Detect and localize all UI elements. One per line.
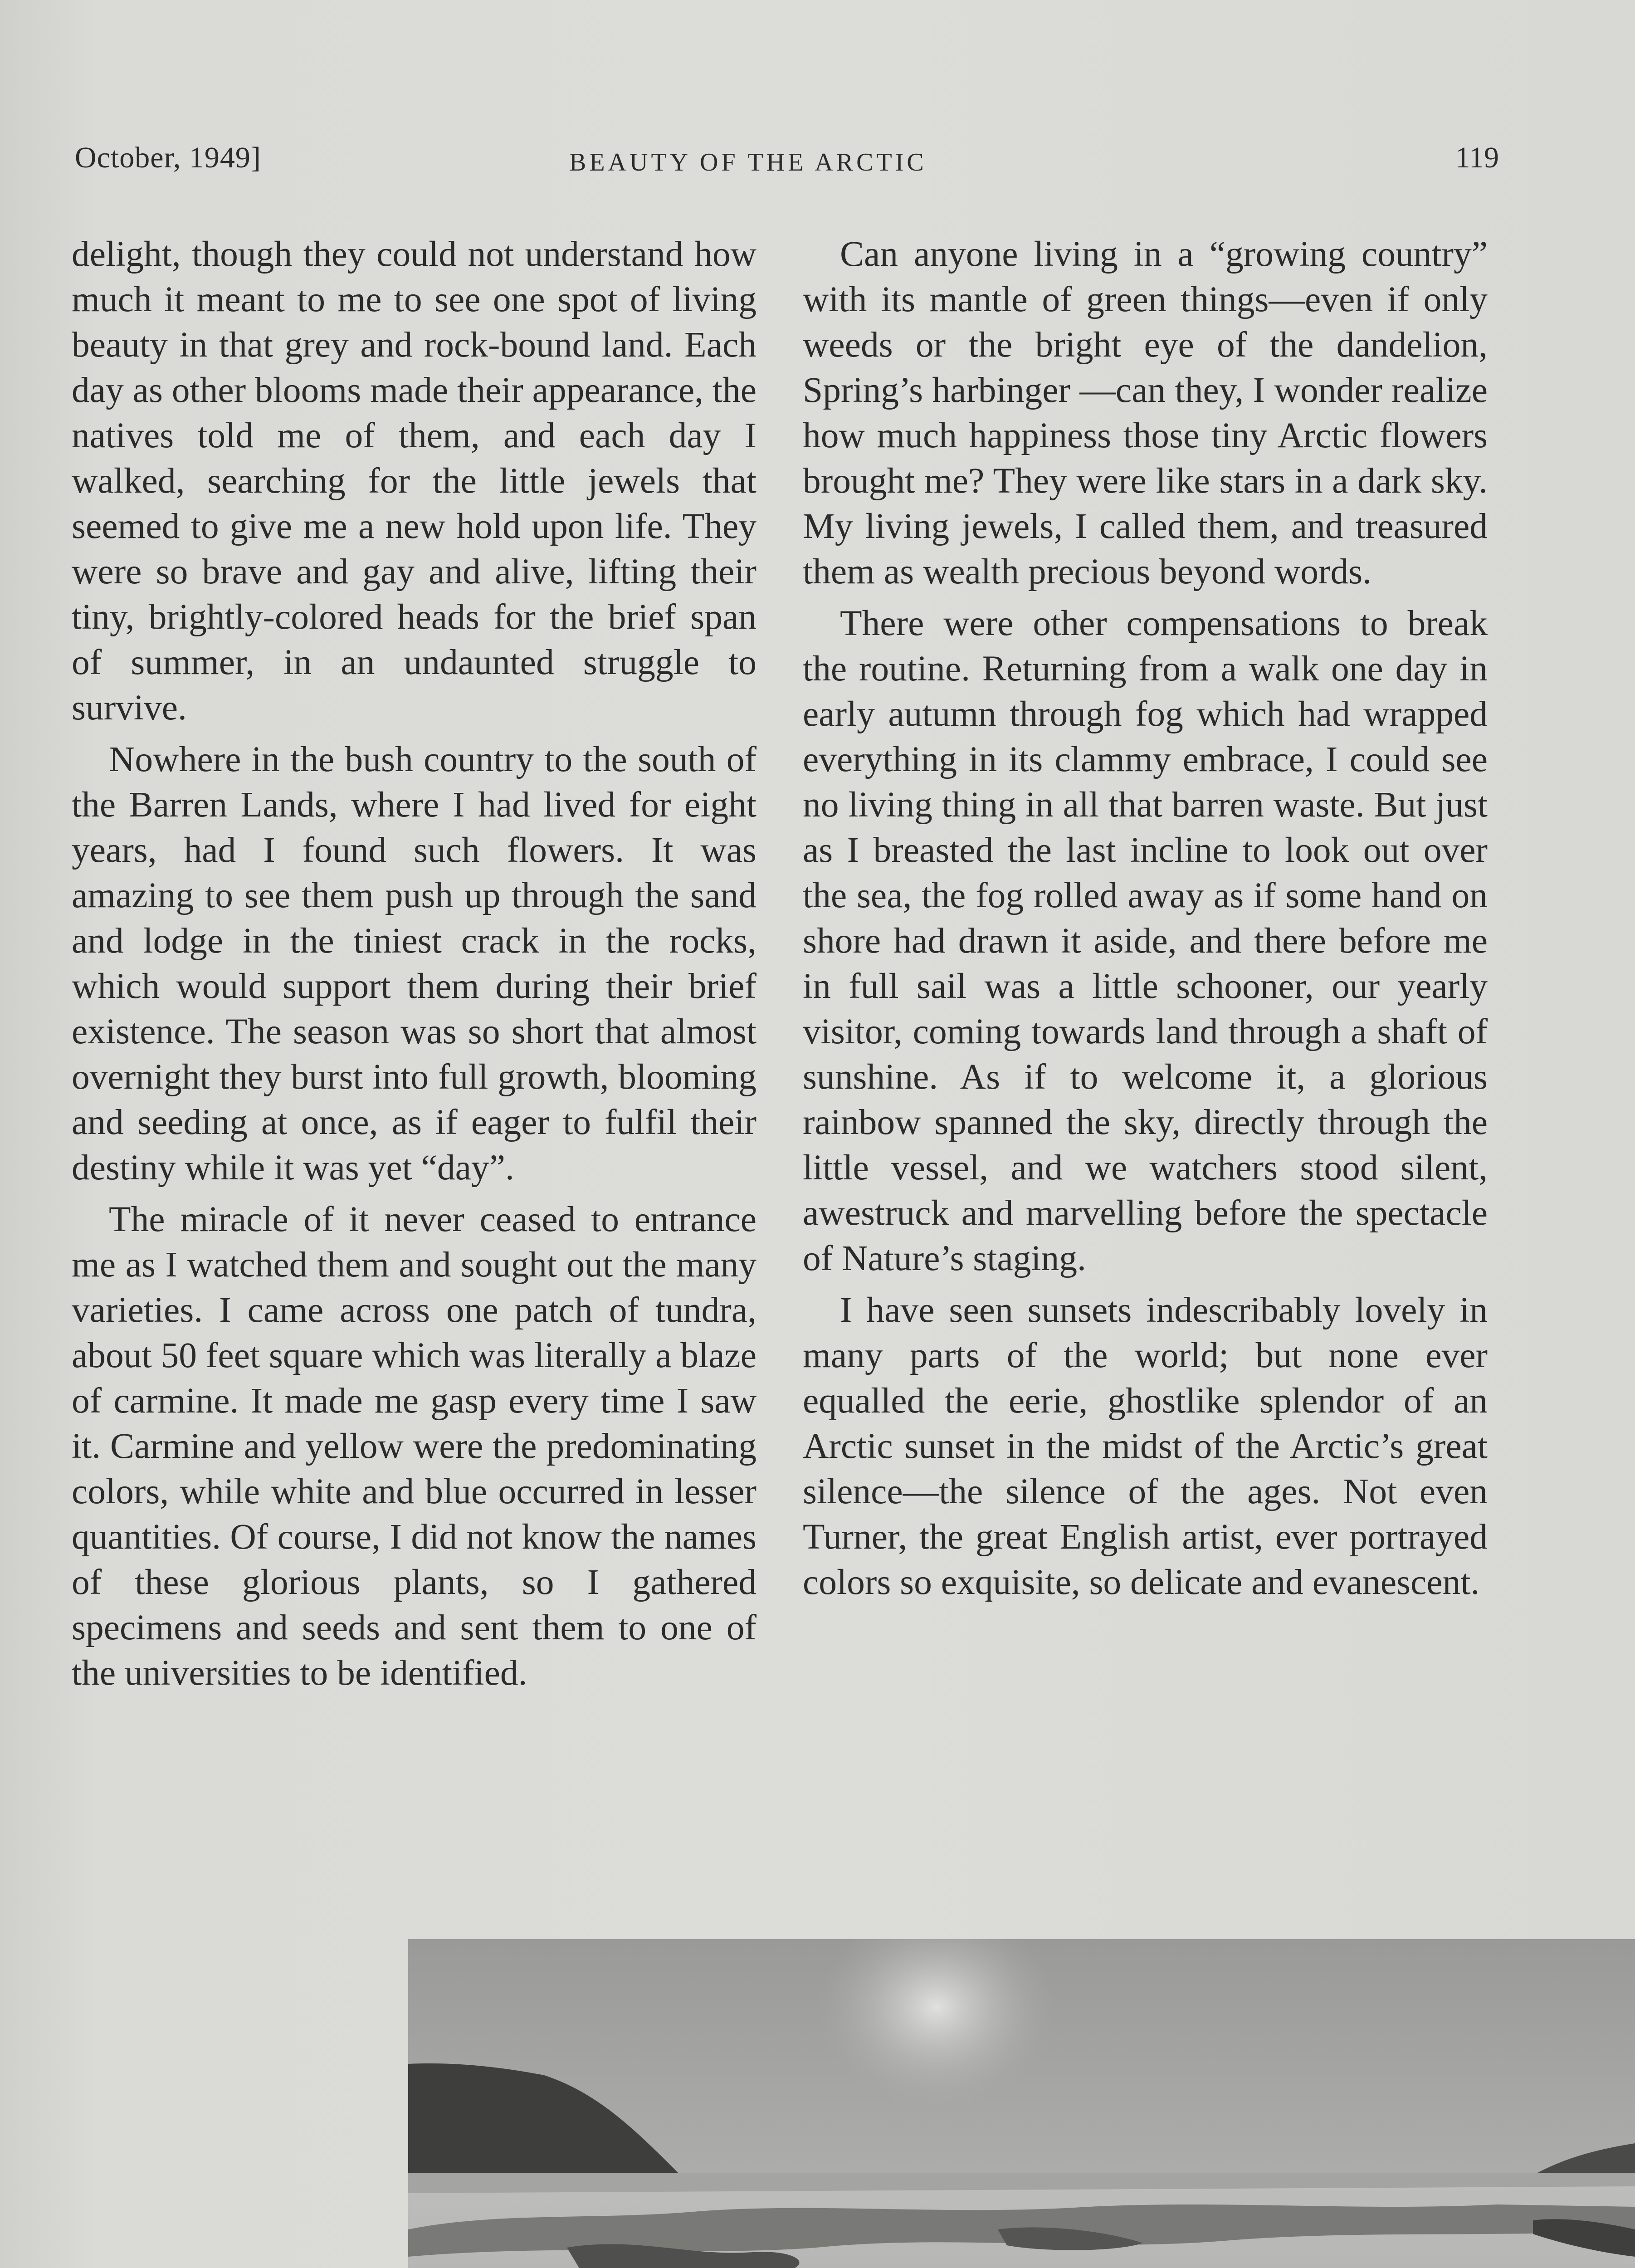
paragraph: Can anyone living in a “growing country” with its mantle of green things—even if only weeds or the bright eye of the dandelion, Spring’s harbinger —can they, I wonder realize how much happiness those tiny Arctic flowers brought me? They were like stars in a dark sky. My living jewels, I called them, and treasured them as wealth precious beyond words.	[803, 234, 1488, 591]
paragraph: Nowhere in the bush country to the south of the Barren Lands, where I had lived for eight years, had I found such flowers. It was amazing to see them push up through the sand and lodge in the tiniest crack in the rocks, which would support them during their brief existence. The season was so short that almost overnight they burst into full growth, blooming and seeding at once, as if eager to fulfil their destiny while it was yet “day”.	[72, 739, 756, 1188]
photo-landscape	[408, 1939, 1635, 2268]
header-date: October, 1949]	[75, 141, 261, 174]
page-number: 119	[1455, 141, 1499, 174]
left-column	[72, 231, 756, 1702]
header-title: BEAUTY OF THE ARCTIC	[569, 148, 927, 176]
paragraph: The miracle of it never ceased to entrance me as I watched them and sought out the many varieties. I came across one patch of tundra, about 50 feet square which was literally a blaze of carmine. It made me gasp every time I saw it. Carmine and yellow were the predominating colors, while white and blue occurred in lesser quantities. Of course, I did not know the names of these glorious plants, so I gathered specimens and seeds and sent them to one of the universities to be identified.	[72, 1199, 756, 1693]
right-column	[803, 231, 1488, 1611]
paragraph: I have seen sunsets indescribably lovely in many parts of the world; but none ever equalled the eerie, ghostlike splendor of an Arctic sunset in the midst of the Arctic’s great silence—the silence of the ages. Not even Turner, the great English artist, ever portrayed colors so exquisite, so delicate and evanescent.	[803, 1290, 1488, 1602]
running-header	[75, 141, 1499, 181]
arctic-photograph	[408, 1939, 1635, 2268]
paragraph: There were other compensations to break the routine. Returning from a walk one day in early autumn through fog which had wrapped everything in its clammy embrace, I could see no living thing in all that barren waste. But just as I breasted the last incline to look out over the sea, the fog rolled away as if some hand on shore had drawn it aside, and there before me in full sail was a little schooner, our yearly visitor, coming towards land through a shaft of sunshine. As if to welcome it, a glorious rainbow spanned the sky, directly through the little vessel, and we watchers stood silent, awestruck and marvelling before the spectacle of Nature’s staging.	[803, 603, 1488, 1278]
paragraph: delight, though they could not understand how much it meant to me to see one spot of living beauty in that grey and rock-bound land. Each day as other blooms made their appearance, the natives told me of them, and each day I walked, searching for the little jewels that seemed to give me a new hold upon life. They were so brave and gay and alive, lifting their tiny, brightly-colored heads for the brief span of summer, in an undaunted struggle to survive.	[72, 234, 756, 728]
